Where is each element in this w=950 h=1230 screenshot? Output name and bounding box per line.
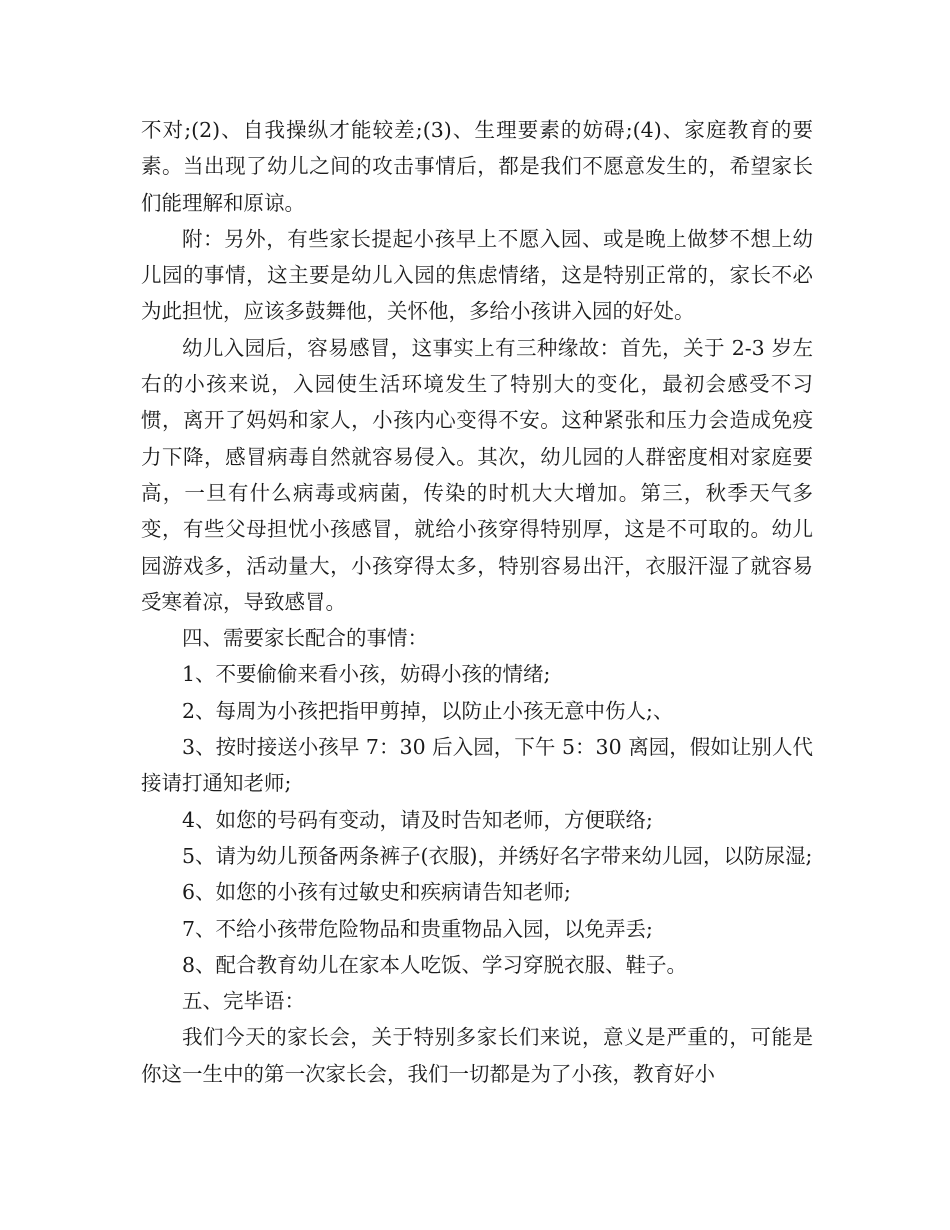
list-item-1: 1、不要偷偷来看小孩，妨碍小孩的情绪;: [182, 662, 551, 687]
list-item-8: 8、配合教育幼儿在家本人吃饭、学习穿脱衣服、鞋子。: [182, 952, 688, 977]
list-item-6: 6、如您的小孩有过敏史和疾病请告知老师;: [182, 880, 571, 905]
list-item-5: 5、请为幼儿预备两条裤子(衣服)，并绣好名字带来幼儿园，以防尿湿;: [182, 843, 813, 868]
list-item-2: 2、每周为小孩把指甲剪掉，以防止小孩无意中伤人;、: [182, 698, 674, 723]
document-body: [141, 112, 813, 1092]
paragraph-intro-continuation: 不对;(2)、自我操纵才能较差;(3)、生理要素的妨碍;(4)、家庭教育的要素。当出现了幼儿之间的攻击事情后，都是我们不愿意发生的，希望家长们能理解和原谅。: [141, 118, 813, 215]
paragraph-closing: 我们今天的家长会，关于特别多家长们来说，意义是严重的，可能是你这一生中的第一次家长会，我们一切都是为了小孩，教育好小: [141, 1025, 813, 1086]
list-item-7: 7、不给小孩带危险物品和贵重物品入园，以免弄丢;: [182, 916, 653, 941]
list-item-3: 3、按时接送小孩早 7：30 后入园，下午 5：30 离园，假如让别人代接请打通知老师;: [141, 735, 813, 796]
section-heading-closing: 五、完毕语：: [182, 989, 305, 1014]
list-item-4: 4、如您的号码有变动，请及时告知老师，方便联络;: [182, 807, 653, 832]
section-heading-parent-cooperation: 四、需要家长配合的事情：: [182, 626, 428, 651]
paragraph-appendix-note: 附：另外，有些家长提起小孩早上不愿入园、或是晚上做梦不想上幼儿园的事情，这主要是幼儿入园的焦虑情绪，这是特别正常的，家长不必为此担忧，应该多鼓舞他，关怀他，多给小孩讲入园的好处。: [141, 226, 813, 324]
paragraph-cold-reasons: 幼儿入园后，容易感冒，这事实上有三种缘故：首先，关于 2-3 岁左右的小孩来说，入园使生活环境发生了特别大的变化，最初会感受不习惯，离开了妈妈和家人，小孩内心变得不安。这种紧张和压力会造成免疫力下降，感冒病毒自然就容易侵入。其次，幼儿园的人群密度相对家庭要高，一旦有什么病毒或病菌，传染的时机大大增加。第三，秋季天气多变，有些父母担忧小孩感冒，就给小孩穿得特别厚，这是不可取的。幼儿园游戏多，活动量大，小孩穿得太多，特别容易出汗，衣服汗湿了就容易受寒着凉，导致感冒。: [141, 335, 813, 614]
